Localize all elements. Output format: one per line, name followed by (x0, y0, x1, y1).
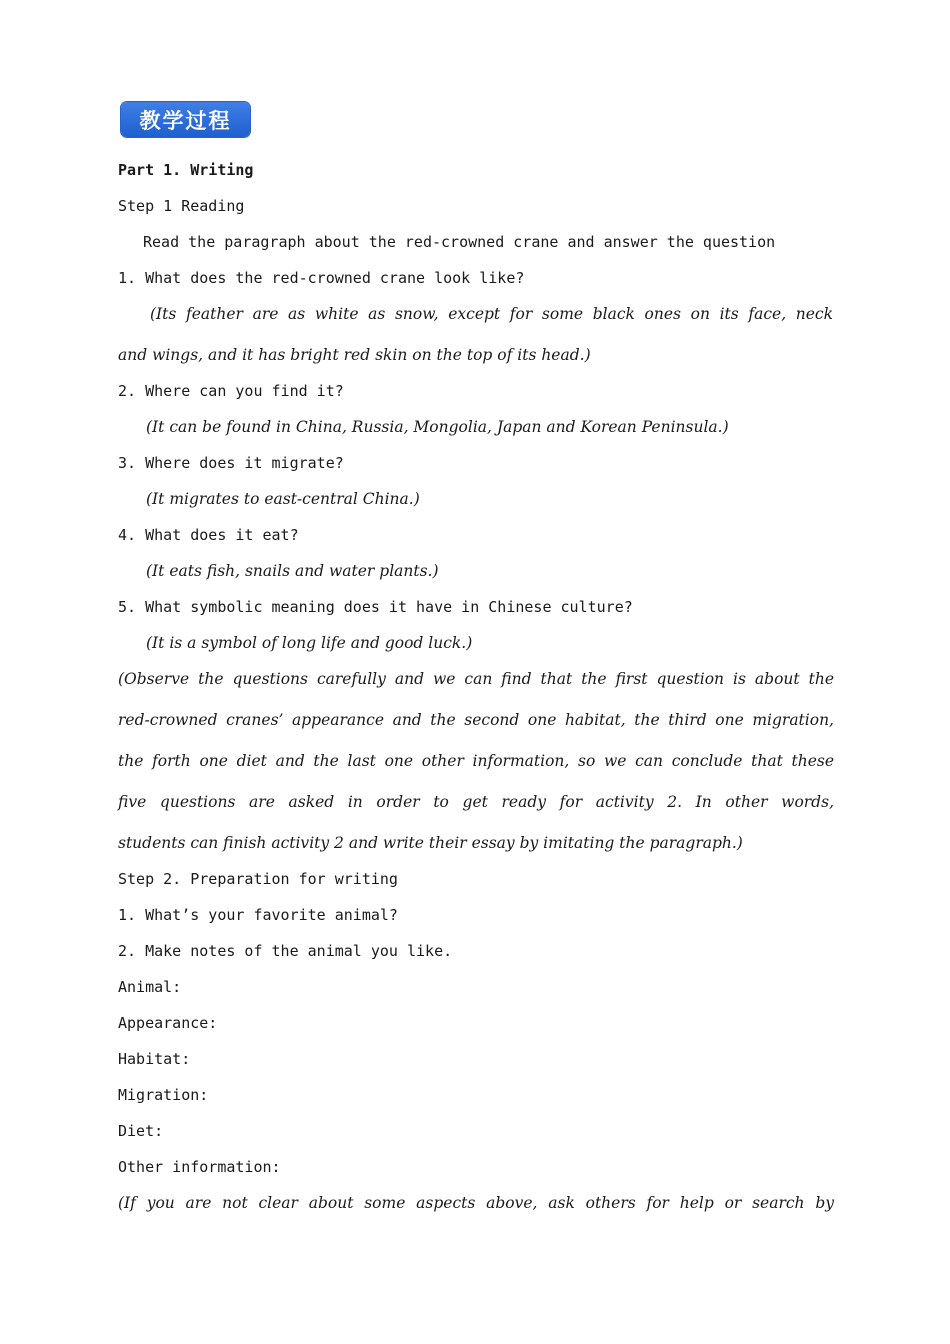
step1-title: Step 1 Reading (118, 197, 245, 215)
field-animal: Animal: (118, 978, 182, 996)
field-other-information: Other information: (118, 1158, 281, 1176)
step2-item: 1. What’s your favorite animal? (118, 906, 398, 924)
teacher-note-line: red-crowned cranes’ appearance and the second one habitat, the third one migration, (118, 711, 834, 729)
question-4: 4. What does it eat? (118, 526, 299, 544)
answer-3: (It migrates to east-central China.) (146, 490, 420, 508)
step2-item: 2. Make notes of the animal you like. (118, 942, 453, 960)
answer-2: (It can be found in China, Russia, Mongolia, Japan and Korean Peninsula.) (146, 418, 729, 436)
teacher-note-line: students can finish activity 2 and write their essay by imitating the paragraph.) (118, 834, 743, 852)
question-2: 2. Where can you find it? (118, 382, 344, 400)
section-badge-label: 教学过程 (139, 108, 232, 133)
teacher-note-line: the forth one diet and the last one other information, so we can conclude that these (118, 752, 834, 770)
step2-note: (If you are not clear about some aspects above, ask others for help or search by (118, 1194, 834, 1212)
question-1: 1. What does the red-crowned crane look like? (118, 269, 525, 287)
section-badge (121, 102, 250, 137)
teacher-note-line: five questions are asked in order to get ready for activity 2. In other words, (118, 793, 834, 811)
question-3: 3. Where does it migrate? (118, 454, 344, 472)
answer-4: (It eats fish, snails and water plants.) (146, 562, 439, 580)
field-migration: Migration: (118, 1086, 209, 1104)
field-appearance: Appearance: (118, 1014, 218, 1032)
field-habitat: Habitat: (118, 1050, 191, 1068)
teacher-note-line: (Observe the questions carefully and we can find that the first question is about the (118, 670, 834, 688)
question-5: 5. What symbolic meaning does it have in Chinese culture? (118, 598, 633, 616)
part-title: Part 1. Writing (118, 161, 254, 179)
answer-1-line1: (Its feather are as white as snow, except for some black ones on its face, neck (150, 305, 833, 323)
field-diet: Diet: (118, 1122, 164, 1140)
answer-5: (It is a symbol of long life and good luck.) (146, 634, 473, 652)
answer-1-line2: and wings, and it has bright red skin on the top of its head.) (118, 346, 591, 364)
step2-title: Step 2. Preparation for writing (118, 870, 398, 888)
step1-instruction: Read the paragraph about the red-crowned crane and answer the question (143, 233, 776, 251)
